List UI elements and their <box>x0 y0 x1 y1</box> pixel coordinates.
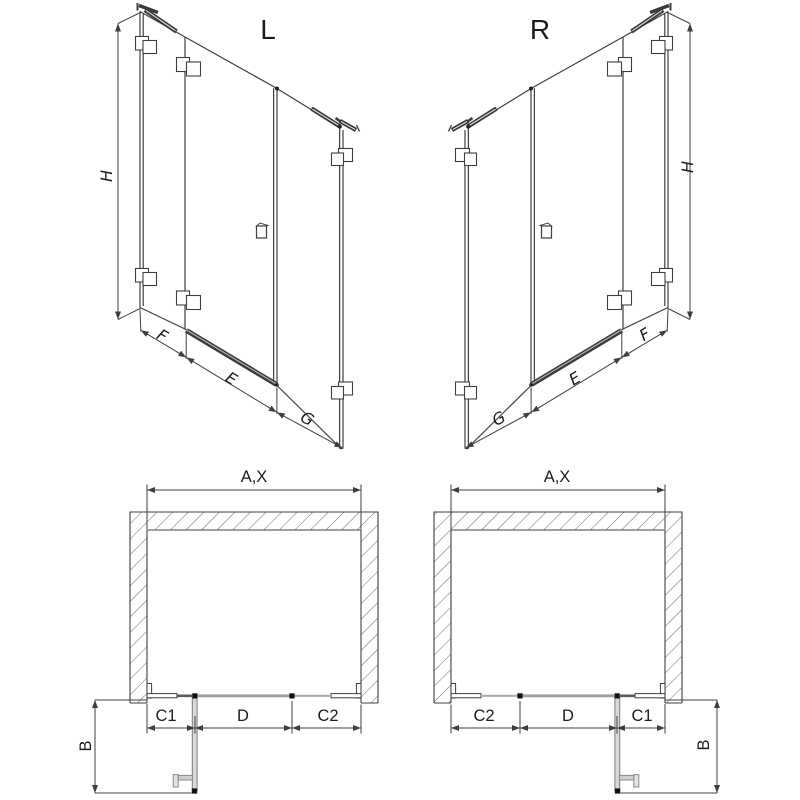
elevation-left-variant-label: L <box>260 14 276 45</box>
plan-left-dim-d-label: D <box>237 706 249 725</box>
elevation-right-dim-f-label: F <box>635 324 654 346</box>
plan-right-width-dim-label: A,X <box>543 467 571 486</box>
plan-right-dim-c2-label: C2 <box>473 706 495 725</box>
elevation-left-drawing <box>118 3 360 449</box>
elevation-right-height-dim-label: H <box>678 160 697 174</box>
elevation-right-dim-g-label: G <box>488 407 509 430</box>
plan-left-dim-c1-label: C1 <box>155 706 177 725</box>
elevation-left-dim-f-label: F <box>153 325 172 347</box>
elevation-left-height-dim-label: H <box>97 169 116 183</box>
elevation-right-drawing <box>449 3 691 449</box>
wall-hatching <box>130 512 682 703</box>
plan-left-depth-dim-label: B <box>76 740 95 752</box>
plan-left-width-dim-label: A,X <box>240 467 268 486</box>
plan-right-dim-c1-label: C1 <box>631 706 653 725</box>
elevation-right-dim-e-label: E <box>565 367 584 390</box>
plan-right-depth-dim-label: B <box>694 739 713 751</box>
plan-right-dim-d-label: D <box>562 706 574 725</box>
plan-left-dim-c2-label: C2 <box>317 706 339 725</box>
elevation-left-dim-e-label: E <box>222 367 241 390</box>
elevation-right-variant-label: R <box>529 14 551 45</box>
elevation-left-dim-g-label: G <box>297 407 318 430</box>
